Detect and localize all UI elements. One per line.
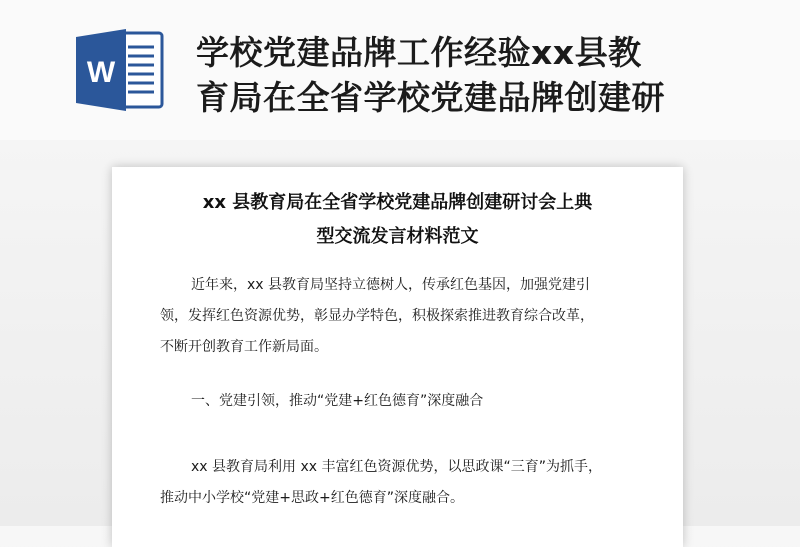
page-title-line-2: 育局在全省学校党建品牌创建研 bbox=[196, 78, 665, 117]
paragraph-line: 领，发挥红色资源优势，彰显办学特色，积极探索推进教育综合改革， bbox=[160, 308, 594, 324]
paragraph-line: 推动中小学校“党建+思政+红色德育”深度融合。 bbox=[160, 490, 464, 506]
paragraph-intro bbox=[160, 270, 646, 363]
word-document-icon bbox=[70, 27, 166, 113]
document-page bbox=[112, 167, 683, 547]
word-logo-letter: W bbox=[86, 56, 116, 89]
document-title-line-1: xx 县教育局在全省学校党建品牌创建研讨会上典 bbox=[202, 192, 593, 213]
paragraph-line: xx 县教育局利用 xx 丰富红色资源优势，以思政课“三育”为抓手， bbox=[191, 459, 602, 475]
paragraph-line: 近年来，xx 县教育局坚持立德树人，传承红色基因，加强党建引 bbox=[191, 277, 591, 293]
paragraph-section-1 bbox=[160, 452, 646, 514]
section-heading bbox=[160, 386, 646, 417]
document-title bbox=[112, 186, 683, 254]
document-title-line-2: 型交流发言材料范文 bbox=[316, 226, 479, 247]
header-banner bbox=[0, 0, 800, 140]
paragraph-line: 不断开创教育工作新局面。 bbox=[160, 339, 328, 355]
section-heading-text: 一、党建引领，推动“党建+红色德育”深度融合 bbox=[191, 393, 484, 409]
page-title-line-1: 学校党建品牌工作经验xx县教 bbox=[196, 33, 642, 72]
page-title bbox=[196, 30, 756, 120]
